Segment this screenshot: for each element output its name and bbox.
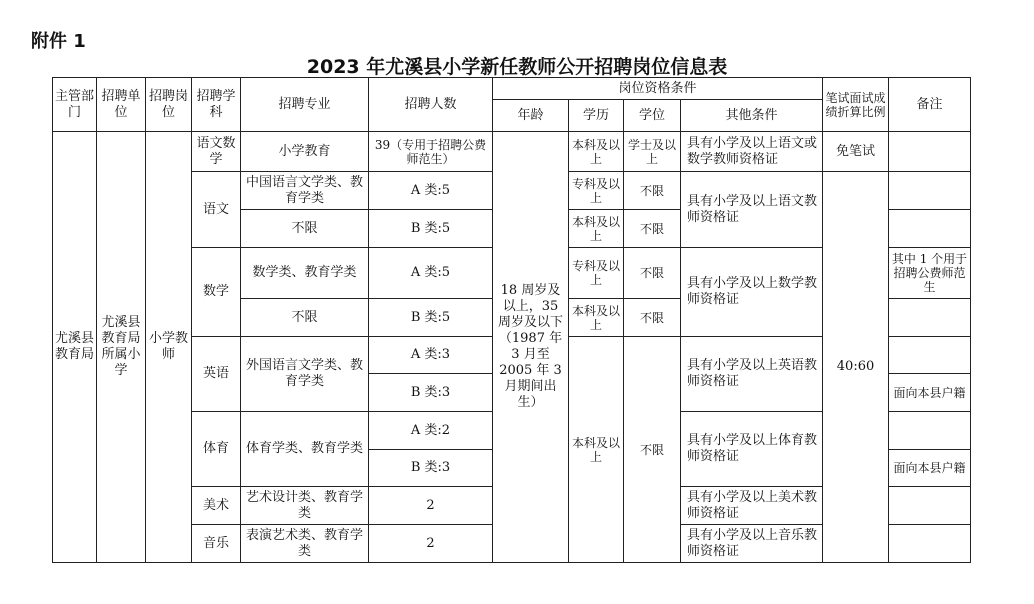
age-cell: 18 周岁及以上，35 周岁及以下（1987 年 3 月至 2005 年 3 月期间出生） — [493, 132, 569, 563]
count-cell: A 类:5 — [369, 248, 493, 299]
subject-cell: 数学 — [192, 248, 241, 337]
count-cell: B 类:3 — [369, 450, 493, 487]
col-header-count: 招聘人数 — [369, 78, 493, 132]
major-cell: 外国语言文学类、教育学类 — [241, 337, 369, 412]
attachment-label: 附件 1 — [31, 31, 86, 52]
remark-cell: 面向本县户籍 — [889, 374, 971, 412]
count-cell: 39（专用于招聘公费师范生） — [369, 132, 493, 172]
remark-cell — [889, 210, 971, 248]
major-cell: 不限 — [241, 210, 369, 248]
degree-cell: 不限 — [624, 172, 681, 210]
education-cell: 本科及以上 — [569, 132, 624, 172]
page-title: 2023 年尤溪县小学新任教师公开招聘岗位信息表 — [306, 56, 728, 78]
col-header-age: 年龄 — [493, 100, 569, 132]
col-header-unit: 招聘单位 — [97, 78, 146, 132]
subject-cell: 美术 — [192, 487, 241, 525]
subject-cell: 英语 — [192, 337, 241, 412]
remark-cell — [889, 525, 971, 563]
col-header-remarks: 备注 — [889, 78, 971, 132]
col-header-qualifications: 岗位资格条件 — [493, 78, 823, 100]
col-header-degree: 学位 — [624, 100, 681, 132]
subject-cell: 体育 — [192, 412, 241, 487]
col-header-major: 招聘专业 — [241, 78, 369, 132]
post-cell: 小学教师 — [146, 132, 192, 563]
unit-cell: 尤溪县教育局所属小学 — [97, 132, 146, 563]
other-cell: 具有小学及以上语文教师资格证 — [681, 172, 823, 248]
major-cell: 表演艺术类、教育学类 — [241, 525, 369, 563]
ratio-cell: 40:60 — [823, 172, 889, 563]
col-header-other: 其他条件 — [681, 100, 823, 132]
count-cell: A 类:3 — [369, 337, 493, 374]
subject-cell: 语文数学 — [192, 132, 241, 172]
remark-cell: 面向本县户籍 — [889, 450, 971, 487]
col-header-post: 招聘岗位 — [146, 78, 192, 132]
other-cell: 具有小学及以上音乐教师资格证 — [681, 525, 823, 563]
col-header-education: 学历 — [569, 100, 624, 132]
other-cell: 具有小学及以上美术教师资格证 — [681, 487, 823, 525]
major-cell: 艺术设计类、教育学类 — [241, 487, 369, 525]
degree-cell: 不限 — [624, 248, 681, 299]
count-cell: A 类:5 — [369, 172, 493, 210]
major-cell: 数学类、教育学类 — [241, 248, 369, 299]
education-cell: 本科及以上 — [569, 210, 624, 248]
other-cell: 具有小学及以上数学教师资格证 — [681, 248, 823, 337]
degree-cell: 不限 — [624, 210, 681, 248]
education-cell: 专科及以上 — [569, 172, 624, 210]
recruitment-table — [52, 77, 971, 563]
subject-cell: 语文 — [192, 172, 241, 248]
degree-cell: 学士及以上 — [624, 132, 681, 172]
col-header-subject: 招聘学科 — [192, 78, 241, 132]
remark-cell — [889, 172, 971, 210]
education-cell: 本科及以上 — [569, 299, 624, 337]
other-cell: 具有小学及以上英语教师资格证 — [681, 337, 823, 412]
count-cell: B 类:3 — [369, 374, 493, 412]
count-cell: B 类:5 — [369, 299, 493, 337]
remark-cell — [889, 299, 971, 337]
other-cell: 具有小学及以上语文或数学教师资格证 — [681, 132, 823, 172]
major-cell: 中国语言文学类、教育学类 — [241, 172, 369, 210]
education-cell: 本科及以上 — [569, 337, 624, 563]
count-cell: 2 — [369, 525, 493, 563]
remark-cell — [889, 487, 971, 525]
header-row — [53, 78, 971, 100]
major-cell: 不限 — [241, 299, 369, 337]
degree-cell: 不限 — [624, 337, 681, 563]
degree-cell: 不限 — [624, 299, 681, 337]
col-header-dept: 主管部门 — [53, 78, 97, 132]
count-cell: B 类:5 — [369, 210, 493, 248]
remark-cell: 其中 1 个用于招聘公费师范生 — [889, 248, 971, 299]
count-cell: A 类:2 — [369, 412, 493, 450]
table-row — [53, 132, 971, 172]
ratio-note-cell: 免笔试 — [823, 132, 889, 172]
major-cell: 小学教育 — [241, 132, 369, 172]
remark-cell — [889, 412, 971, 450]
remark-cell — [889, 132, 971, 172]
remark-cell — [889, 337, 971, 374]
subject-cell: 音乐 — [192, 525, 241, 563]
dept-cell: 尤溪县教育局 — [53, 132, 97, 563]
other-cell: 具有小学及以上体育教师资格证 — [681, 412, 823, 487]
count-cell: 2 — [369, 487, 493, 525]
col-header-ratio: 笔试面试成绩折算比例 — [823, 78, 889, 132]
education-cell: 专科及以上 — [569, 248, 624, 299]
major-cell: 体育学类、教育学类 — [241, 412, 369, 487]
